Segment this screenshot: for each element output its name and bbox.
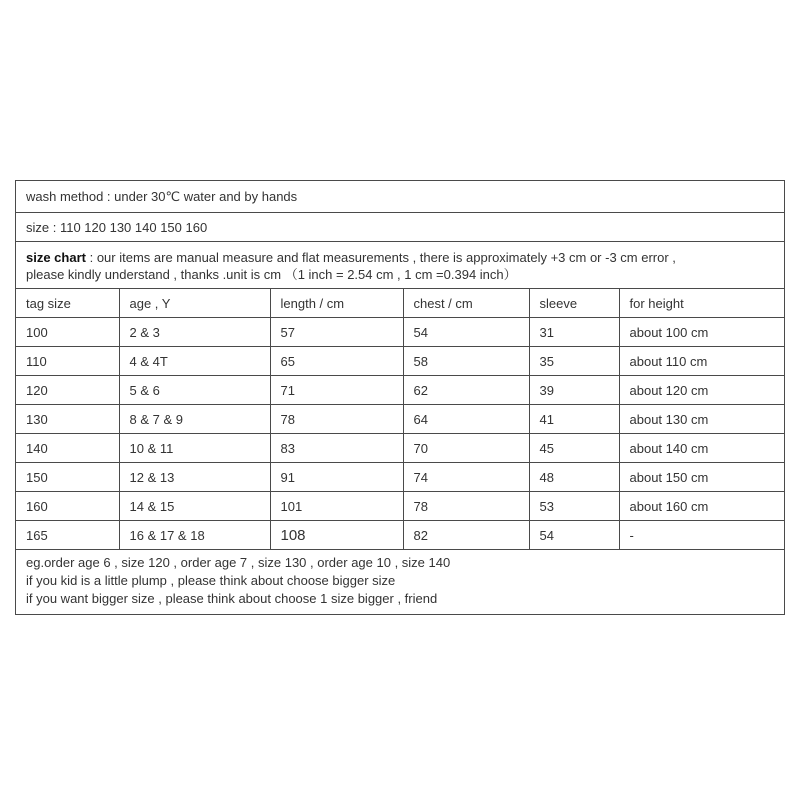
cell-age: 16 & 17 & 18 bbox=[119, 521, 270, 550]
cell-age: 4 & 4T bbox=[119, 347, 270, 376]
table-row bbox=[16, 492, 784, 521]
header-length: length / cm bbox=[270, 289, 403, 318]
cell-length: 65 bbox=[270, 347, 403, 376]
header-age: age , Y bbox=[119, 289, 270, 318]
size-chart-label: size chart bbox=[26, 250, 86, 265]
cell-chest: 78 bbox=[403, 492, 529, 521]
cell-age: 5 & 6 bbox=[119, 376, 270, 405]
cell-sleeve: 41 bbox=[529, 405, 619, 434]
cell-sleeve: 48 bbox=[529, 463, 619, 492]
cell-chest: 74 bbox=[403, 463, 529, 492]
cell-tag-size: 120 bbox=[16, 376, 119, 405]
cell-sleeve: 31 bbox=[529, 318, 619, 347]
table-row bbox=[16, 521, 784, 550]
cell-chest: 64 bbox=[403, 405, 529, 434]
cell-sleeve: 53 bbox=[529, 492, 619, 521]
wash-method-text: wash method : under 30℃ water and by hands bbox=[26, 188, 298, 204]
cell-length: 91 bbox=[270, 463, 403, 492]
size-advice-notes bbox=[16, 550, 784, 614]
table-row bbox=[16, 347, 784, 376]
header-tag-size: tag size bbox=[16, 289, 119, 318]
cell-length: 108 bbox=[270, 521, 403, 550]
cell-sleeve: 45 bbox=[529, 434, 619, 463]
size-chart-sheet bbox=[15, 180, 785, 615]
cell-length: 83 bbox=[270, 434, 403, 463]
cell-tag-size: 100 bbox=[16, 318, 119, 347]
cell-sleeve: 54 bbox=[529, 521, 619, 550]
cell-tag-size: 165 bbox=[16, 521, 119, 550]
cell-tag-size: 140 bbox=[16, 434, 119, 463]
cell-tag-size: 130 bbox=[16, 405, 119, 434]
cell-tag-size: 110 bbox=[16, 347, 119, 376]
table-header-row bbox=[16, 289, 784, 318]
cell-tag-size: 150 bbox=[16, 463, 119, 492]
cell-for-height: - bbox=[619, 521, 784, 550]
cell-chest: 70 bbox=[403, 434, 529, 463]
cell-age: 14 & 15 bbox=[119, 492, 270, 521]
cell-for-height: about 130 cm bbox=[619, 405, 784, 434]
note-line: if you want bigger size , please think about choose 1 size bigger , friend bbox=[26, 591, 438, 606]
cell-for-height: about 150 cm bbox=[619, 463, 784, 492]
cell-sleeve: 39 bbox=[529, 376, 619, 405]
cell-tag-size: 160 bbox=[16, 492, 119, 521]
header-chest: chest / cm bbox=[403, 289, 529, 318]
size-chart-note-line1: : our items are manual measure and flat measurements , there is approximately +3 cm or -3 cm error , bbox=[85, 250, 676, 265]
note-line: eg.order age 6 , size 120 , order age 7 , size 130 , order age 10 , size 140 bbox=[26, 555, 451, 570]
cell-length: 101 bbox=[270, 492, 403, 521]
cell-sleeve: 35 bbox=[529, 347, 619, 376]
cell-age: 10 & 11 bbox=[119, 434, 270, 463]
table-row bbox=[16, 463, 784, 492]
wash-method-row bbox=[16, 181, 784, 213]
cell-for-height: about 100 cm bbox=[619, 318, 784, 347]
cell-chest: 58 bbox=[403, 347, 529, 376]
cell-length: 57 bbox=[270, 318, 403, 347]
cell-for-height: about 140 cm bbox=[619, 434, 784, 463]
size-list-text: size : 110 120 130 140 150 160 bbox=[26, 219, 208, 235]
table-row bbox=[16, 405, 784, 434]
table-row bbox=[16, 318, 784, 347]
table-row bbox=[16, 434, 784, 463]
size-list-row bbox=[16, 213, 784, 242]
header-for-height: for height bbox=[619, 289, 784, 318]
header-sleeve: sleeve bbox=[529, 289, 619, 318]
cell-chest: 62 bbox=[403, 376, 529, 405]
cell-for-height: about 120 cm bbox=[619, 376, 784, 405]
cell-age: 8 & 7 & 9 bbox=[119, 405, 270, 434]
size-table bbox=[16, 289, 784, 550]
cell-for-height: about 110 cm bbox=[619, 347, 784, 376]
cell-length: 71 bbox=[270, 376, 403, 405]
cell-for-height: about 160 cm bbox=[619, 492, 784, 521]
cell-age: 2 & 3 bbox=[119, 318, 270, 347]
cell-chest: 54 bbox=[403, 318, 529, 347]
note-line: if you kid is a little plump , please think about choose bigger size bbox=[26, 573, 396, 588]
cell-age: 12 & 13 bbox=[119, 463, 270, 492]
size-chart-note-line2: please kindly understand , thanks .unit is cm （1 inch = 2.54 cm , 1 cm =0.394 inch） bbox=[26, 267, 517, 282]
cell-chest: 82 bbox=[403, 521, 529, 550]
table-row bbox=[16, 376, 784, 405]
size-chart-note-row bbox=[16, 242, 784, 289]
cell-length: 78 bbox=[270, 405, 403, 434]
